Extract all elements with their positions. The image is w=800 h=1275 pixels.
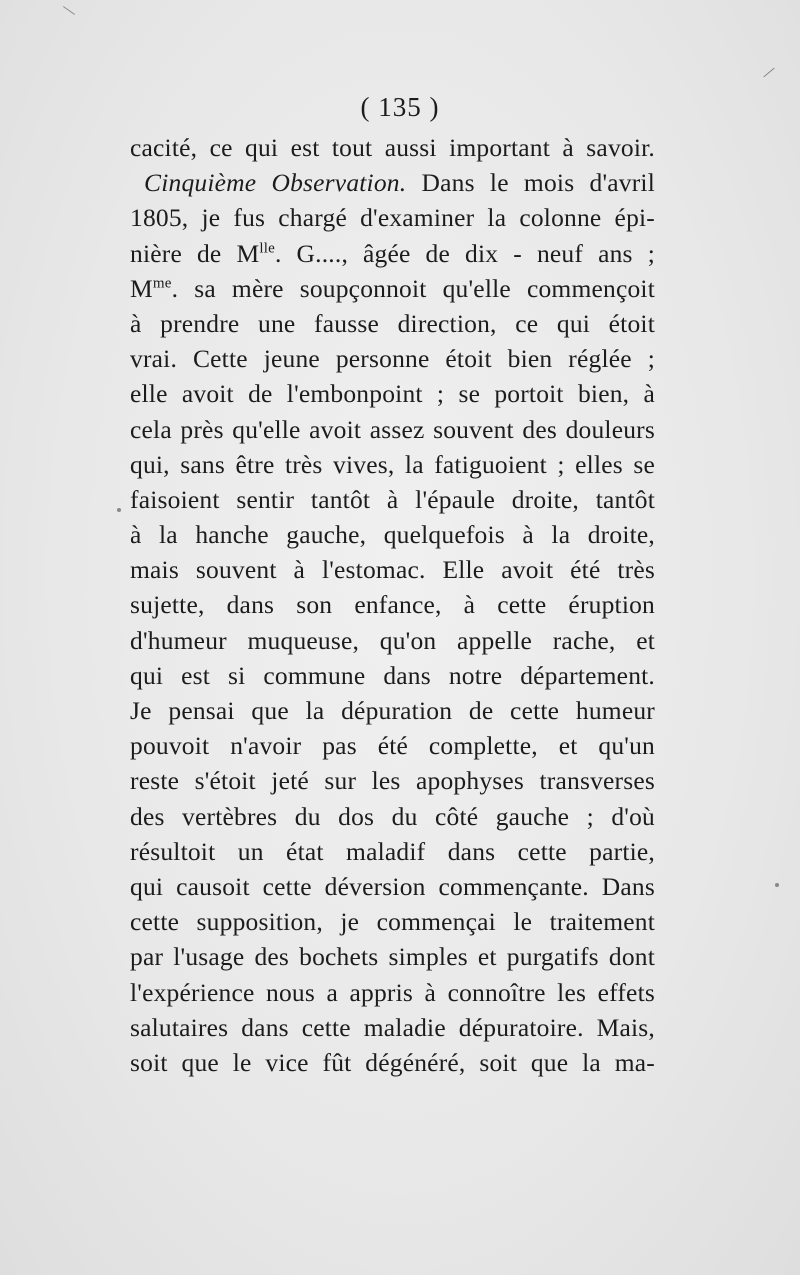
text-line-9: cela près qu'elle avoit assez souvent des douleurs bbox=[130, 414, 655, 444]
text-line-11: faisoient sentir tantôt à l'épaule droite, tantôt bbox=[130, 484, 655, 514]
text-line-5 bbox=[130, 271, 655, 306]
paper-speck bbox=[763, 68, 774, 78]
superscript-lle: lle bbox=[259, 240, 275, 257]
text-line-10: qui, sans être très vives, la fatiguoient ; elles se bbox=[130, 449, 655, 479]
text-line-16: qui est si commune dans notre département. bbox=[130, 660, 655, 690]
text-line-5-a: M bbox=[130, 273, 153, 303]
text-line-19: reste s'étoit jeté sur les apophyses transverses bbox=[130, 766, 655, 796]
text-line-26: salutaires dans cette maladie dépuratoire. Mais, bbox=[130, 1012, 655, 1042]
text-line-4 bbox=[130, 236, 655, 271]
text-line-23: cette supposition, je commençai le traitement bbox=[130, 907, 655, 937]
paper-speck bbox=[775, 883, 779, 887]
text-line-8: elle avoit de l'embonpoint ; se portoit bien, à bbox=[130, 379, 655, 409]
superscript-me: me bbox=[152, 275, 172, 292]
text-line-4-a: nière de M bbox=[130, 238, 260, 268]
section-heading: Cinquième Observation. bbox=[144, 168, 407, 198]
text-line-13: mais souvent à l'estomac. Elle avoit été très bbox=[130, 555, 655, 585]
text-line-2 bbox=[130, 165, 655, 200]
page-number: ( 135 ) bbox=[360, 92, 440, 122]
text-line-15: d'humeur muqueuse, qu'on appelle rache, et bbox=[130, 625, 655, 655]
text-line-14: sujette, dans son enfance, à cette éruption bbox=[130, 590, 655, 620]
text-line-4-b: . G...., âgée de dix - neuf ans ; bbox=[274, 238, 655, 268]
body-text bbox=[130, 130, 655, 1080]
text-line-22: qui causoit cette déversion commençante. Dans bbox=[130, 871, 655, 901]
text-line-27: soit que le vice fût dégénéré, soit que la ma- bbox=[130, 1047, 655, 1077]
paper-speck bbox=[63, 6, 75, 15]
text-line-20: des vertèbres du dos du côté gauche ; d'où bbox=[130, 801, 655, 831]
text-line-2-rest: Dans le mois d'avril bbox=[406, 168, 655, 198]
text-line-24: par l'usage des bochets simples et purgatifs dont bbox=[130, 942, 655, 972]
text-line-5-b: . sa mère soupçonnoit qu'elle commençoit bbox=[171, 273, 655, 303]
text-line-18: pouvoit n'avoir pas été complette, et qu'un bbox=[130, 731, 655, 761]
text-line-21: résultoit un état maladif dans cette partie, bbox=[130, 836, 655, 866]
text-line-25: l'expérience nous a appris à connoître les effets bbox=[130, 977, 655, 1007]
text-line-17: Je pensai que la dépuration de cette humeur bbox=[130, 696, 655, 725]
text-line-12: à la hanche gauche, quelquefois à la droite, bbox=[130, 520, 655, 550]
text-line-7: vrai. Cette jeune personne étoit bien réglée ; bbox=[130, 344, 655, 374]
text-line-1: cacité, ce qui est tout aussi important à savoir. bbox=[130, 133, 655, 162]
text-line-3: 1805, je fus chargé d'examiner la colonne épi- bbox=[130, 203, 655, 233]
paper-speck bbox=[117, 508, 121, 512]
text-line-6: à prendre une fausse direction, ce qui étoit bbox=[130, 308, 655, 338]
